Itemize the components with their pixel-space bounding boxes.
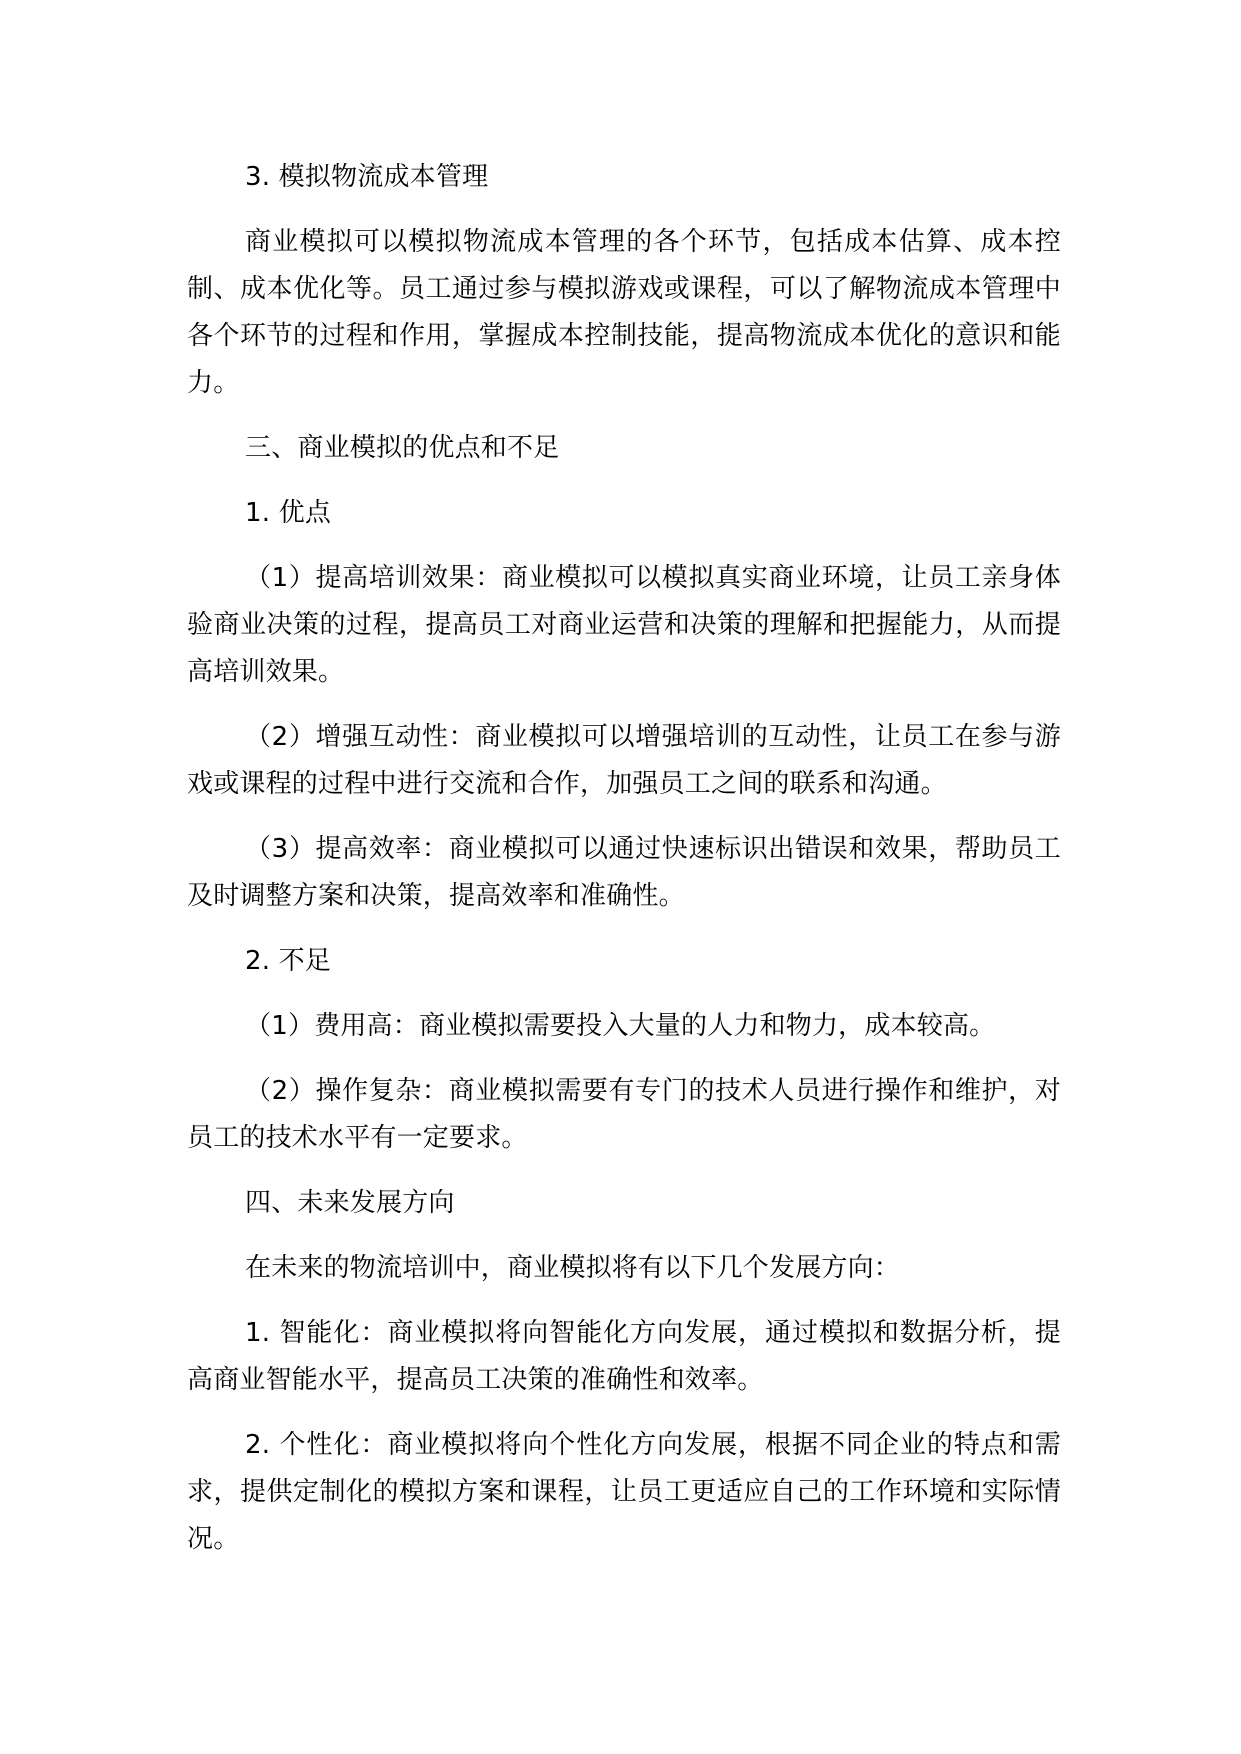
shortcoming-item-2: （2）操作复杂：商业模拟需要有专门的技术人员进行操作和维护，对员工的技术水平有一定要求。 <box>187 1076 1061 1153</box>
advantage-item-2: （2）增强互动性：商业模拟可以增强培训的互动性，让员工在参与游戏或课程的过程中进行交流和合作，加强员工之间的联系和沟通。 <box>187 722 1061 799</box>
future-item-2: 2. 个性化：商业模拟将向个性化方向发展，根据不同企业的特点和需求，提供定制化的模拟方案和课程，让员工更适应自己的工作环境和实际情况。 <box>187 1430 1061 1554</box>
shortcoming-item-1: （1）费用高：商业模拟需要投入大量的人力和物力，成本较高。 <box>245 1011 996 1041</box>
advantage-item-3: （3）提高效率：商业模拟可以通过快速标识出错误和效果，帮助员工及时调整方案和决策，提高效率和准确性。 <box>187 834 1061 911</box>
section-heading-pros-cons: 三、商业模拟的优点和不足 <box>245 433 560 463</box>
future-item-1: 1. 智能化：商业模拟将向智能化方向发展，通过模拟和数据分析，提高商业智能水平，提高员工决策的准确性和效率。 <box>187 1318 1061 1395</box>
subheading-shortcomings: 2. 不足 <box>245 946 332 976</box>
paragraph-logistics-cost: 商业模拟可以模拟物流成本管理的各个环节，包括成本估算、成本控制、成本优化等。员工通过参与模拟游戏或课程，可以了解物流成本管理中各个环节的过程和作用，掌握成本控制技能，提高物流成本优化的意识和能力。 <box>187 227 1061 398</box>
section-heading-future: 四、未来发展方向 <box>245 1188 455 1218</box>
section-heading-logistics-cost: 3. 模拟物流成本管理 <box>245 162 489 192</box>
paragraph-future-intro: 在未来的物流培训中，商业模拟将有以下几个发展方向： <box>245 1253 901 1283</box>
document-body <box>187 154 1061 1581</box>
subheading-advantages: 1. 优点 <box>245 498 332 528</box>
advantage-item-1: （1）提高培训效果：商业模拟可以模拟真实商业环境，让员工亲身体验商业决策的过程，提高员工对商业运营和决策的理解和把握能力，从而提高培训效果。 <box>187 563 1061 687</box>
